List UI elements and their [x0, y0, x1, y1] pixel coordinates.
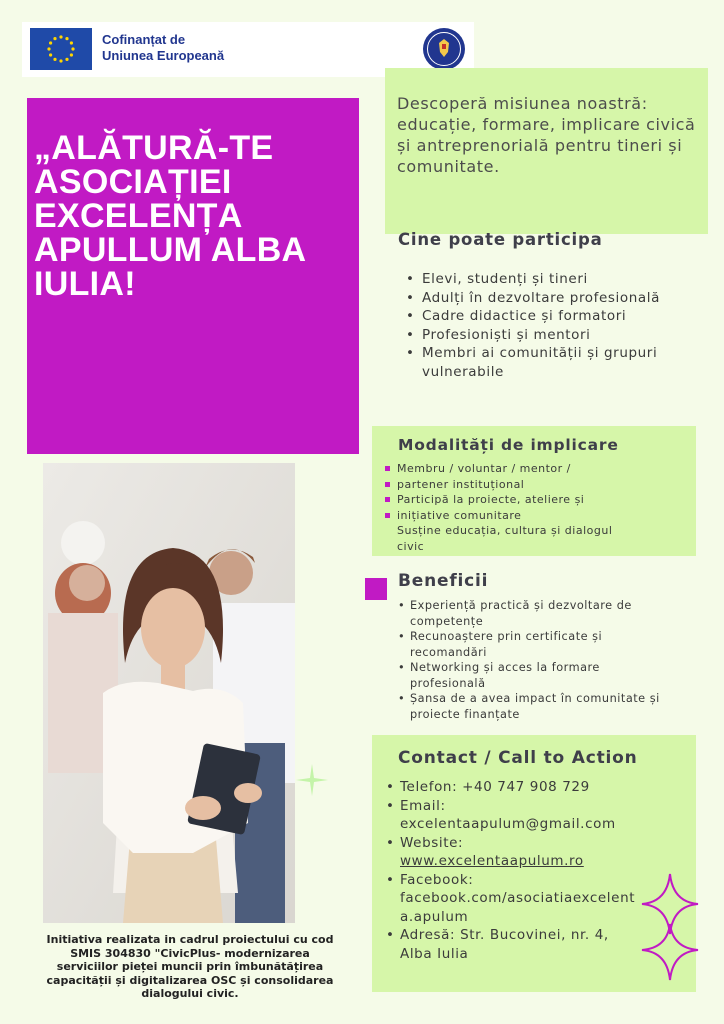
bullet-square-icon: [385, 497, 390, 502]
list-item: [385, 477, 685, 493]
list-item: • Membri ai comunității și grupuri vulnerabile: [406, 344, 686, 381]
website-link[interactable]: www.excelentaapulum.ro: [400, 853, 584, 869]
benefits-heading: Beneficii: [398, 571, 489, 591]
bullet-square-icon: [385, 482, 390, 487]
list-item: [385, 492, 685, 508]
facebook-link[interactable]: facebook.com/asociatiaexcelenta.apulum: [400, 890, 636, 925]
list-item-text: Susține educația, cultura și dialogul: [397, 524, 613, 537]
eu-cofinancing-text: [102, 32, 224, 64]
bullet-square-icon: [385, 513, 390, 518]
woman-with-tablet-photo: [43, 463, 295, 923]
address-item: • Adresă: Str. Bucovinei, nr. 4, Alba Iulia: [386, 926, 636, 963]
list-item: • Șansa de a avea impact în comunitate și proiecte finanțate: [398, 691, 678, 722]
list-item: • Networking și acces la formare profesională: [398, 660, 678, 691]
participants-list: [406, 270, 686, 381]
list-item: • Experiență practică și dezvoltare de competențe: [398, 598, 678, 629]
list-item: [385, 461, 685, 477]
benefits-list: [398, 598, 678, 722]
eu-flag-icon: [30, 28, 92, 70]
website-label: • Website:: [400, 834, 464, 851]
project-footnote: Initiativa realizata in cadrul proiectului cu cod SMIS 304830 "CivicPlus- modernizarea serviciilor pieței muncii prin îmbunătățirea capacității și digitalizarea OSC și consolidarea dialogului civic.: [46, 933, 334, 1000]
list-item: • Elevi, studenți și tineri: [406, 270, 686, 289]
eu-line-2: Uniunea Europeană: [102, 48, 225, 63]
list-item: [385, 539, 685, 555]
page-title: „ALĂTURĂ-TE ASOCIAȚIEI EXCELENȚA APULLUM ALBA IULIA!: [34, 129, 306, 303]
benefits-square-icon: [365, 578, 387, 600]
bullet-square-icon: [385, 466, 390, 471]
email-link[interactable]: excelentaapulum@gmail.com: [400, 816, 616, 832]
list-item: • Adulți în dezvoltare profesională: [406, 289, 686, 308]
mission-text: Descoperă misiunea noastră: educație, formare, implicare civică și antreprenorială pentru tineri și comunitate.: [397, 94, 696, 176]
list-item: • Cadre didactice și formatori: [406, 307, 686, 326]
list-item-text: Membru / voluntar / mentor /: [397, 462, 571, 475]
email-label: • Email:: [400, 797, 446, 814]
contact-heading: Contact / Call to Action: [398, 748, 638, 768]
sparkle-icon: [640, 872, 700, 982]
sparkle-icon: [294, 762, 330, 798]
facebook-item: [386, 871, 636, 927]
list-item: • Profesioniști și mentori: [406, 326, 686, 345]
list-item: [385, 508, 685, 524]
phone-item[interactable]: • Telefon: +40 747 908 729: [386, 778, 636, 797]
list-item-text: inițiative comunitare: [397, 508, 522, 522]
participants-heading: Cine poate participa: [398, 230, 603, 249]
eu-line-1: Cofinanțat de: [102, 32, 186, 47]
email-item: [386, 797, 636, 834]
list-item-text: partener instituțional: [397, 477, 525, 491]
involvement-heading: Modalități de implicare: [398, 436, 619, 454]
involvement-list: [385, 461, 685, 554]
list-item-text: Participă la proiecte, ateliere și: [397, 493, 585, 506]
government-seal-icon: [422, 27, 466, 71]
list-item: • Recunoaștere prin certificate și recomandări: [398, 629, 678, 660]
facebook-label: • Facebook:: [400, 871, 474, 888]
list-item-text: civic: [397, 539, 425, 553]
contact-list: [386, 778, 636, 963]
list-item: [385, 523, 685, 539]
website-item: [386, 834, 636, 871]
